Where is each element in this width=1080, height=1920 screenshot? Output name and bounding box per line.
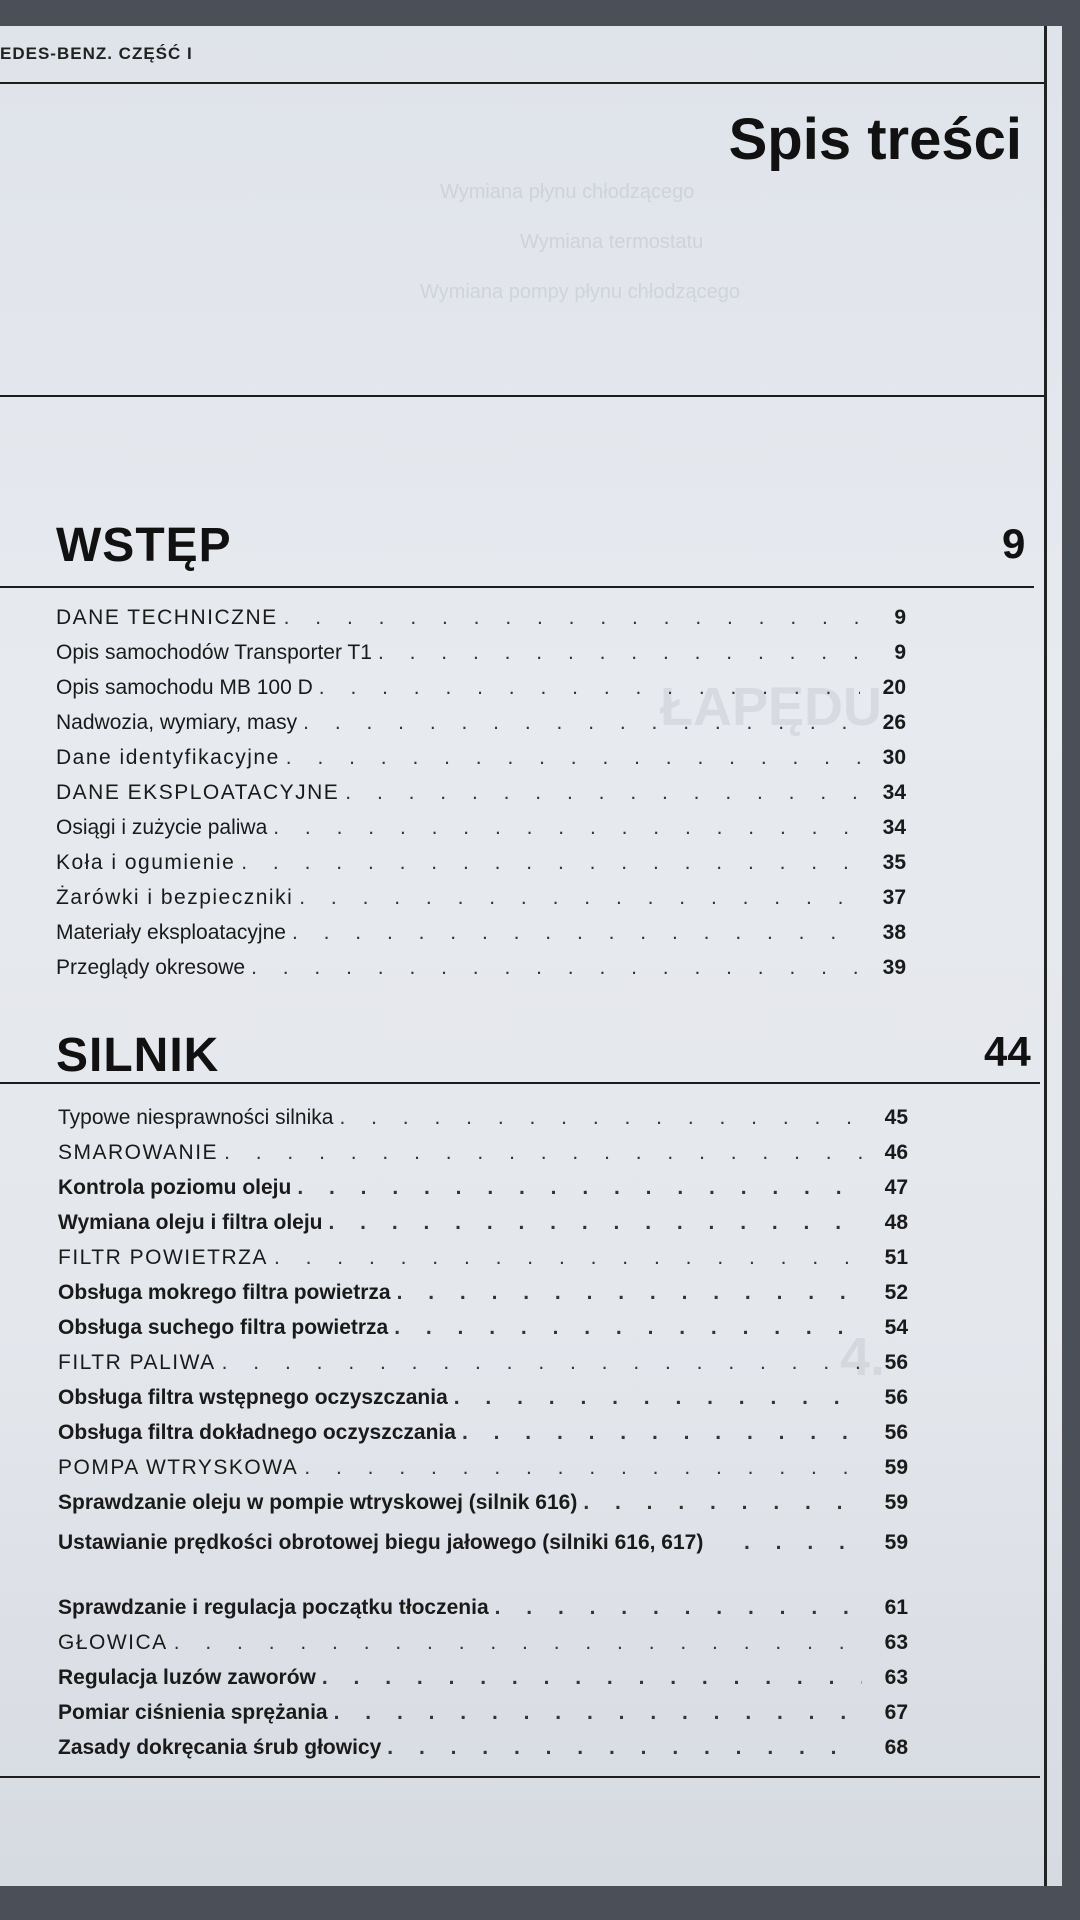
dot-leader (339, 1106, 862, 1130)
toc-entry-page: 30 (882, 746, 906, 769)
toc-entry-page: 54 (884, 1316, 908, 1339)
toc-entry-page: 38 (882, 921, 906, 944)
toc-entry (58, 1421, 908, 1456)
dot-leader (273, 816, 860, 840)
toc-entry-title: Typowe niesprawności silnika (58, 1106, 334, 1129)
toc-entry-page: 59 (884, 1491, 908, 1514)
toc-entry (58, 1386, 908, 1421)
toc-entry-page: 37 (882, 886, 906, 909)
section-rule (0, 586, 1034, 588)
toc-entry-page: 56 (884, 1351, 908, 1374)
toc-entry-title: Osiągi i zużycie paliwa (56, 816, 268, 839)
toc-entry (56, 886, 906, 921)
dot-leader (454, 1386, 862, 1410)
toc-entry-page: 39 (882, 956, 906, 979)
toc-entry (56, 851, 906, 886)
toc-entry-title: GŁOWICA (58, 1631, 168, 1654)
dot-leader (322, 1666, 862, 1690)
toc-entry (58, 1666, 908, 1701)
toc-entry (56, 676, 906, 711)
dot-leader (297, 1176, 862, 1200)
toc-entry-title: DANE TECHNICZNE (56, 606, 278, 629)
page-title: Spis treści (728, 107, 1022, 172)
toc-entry-title: SMAROWANIE (58, 1141, 219, 1164)
toc-entry-page: 45 (884, 1106, 908, 1129)
show-through-text: ŁAPĘDU (660, 677, 883, 737)
toc-entry-title: Dane identyfikacyjne (56, 746, 280, 769)
toc-entry-title: Sprawdzanie i regulacja początku tłoczenia (58, 1596, 489, 1619)
toc-entry-title: Obsługa filtra wstępnego oczyszczania (58, 1386, 448, 1409)
dot-leader (274, 1246, 862, 1270)
dot-leader (583, 1491, 862, 1515)
running-head: EDES-BENZ. CZĘŚĆ I (0, 44, 193, 63)
show-through-text: Wymiana pompy płynu chłodzącego (420, 281, 740, 303)
show-through-text: Wymiana termostatu (520, 231, 704, 253)
toc-entry-page: 67 (884, 1701, 908, 1724)
toc-entry (58, 1701, 908, 1736)
toc-entry (56, 641, 906, 676)
section-title-silnik: SILNIK (56, 1029, 220, 1082)
toc-entry (58, 1316, 908, 1351)
toc-entry (56, 606, 906, 641)
toc-entry-title: Opis samochodu MB 100 D (56, 676, 313, 699)
toc-entry-title: Opis samochodów Transporter T1 (56, 641, 372, 664)
toc-entry-title: Regulacja luzów zaworów (58, 1666, 316, 1689)
section-rule (0, 1082, 1040, 1084)
section-page-silnik: 44 (984, 1028, 1031, 1075)
dot-leader (495, 1596, 862, 1620)
toc-entry-title: Zasady dokręcania śrub głowicy (58, 1736, 382, 1759)
dot-leader (303, 711, 860, 735)
toc-entry (58, 1526, 908, 1596)
toc-entry-title: Wymiana oleju i filtra oleju (58, 1211, 323, 1234)
toc-entry-title: DANE EKSPLOATACYJNE (56, 781, 340, 804)
toc-entry (58, 1631, 908, 1666)
dot-leader (319, 676, 860, 700)
dot-leader (378, 641, 860, 665)
divider-rule (0, 395, 1044, 397)
toc-entry-title: FILTR PALIWA (58, 1351, 216, 1374)
dot-leader (394, 1316, 862, 1340)
dot-leader (462, 1421, 862, 1445)
toc-entry-title: Ustawianie prędkości obrotowej biegu jałowego (silniki 616, 617) (58, 1531, 704, 1554)
toc-entry-title: FILTR POWIETRZA (58, 1246, 268, 1269)
toc-entry-title: POMPA WTRYSKOWA (58, 1456, 299, 1479)
toc-entry-page: 59 (884, 1456, 908, 1479)
toc-entry-page: 68 (884, 1736, 908, 1759)
dot-leader (224, 1141, 862, 1165)
show-through-text: 4. (840, 1327, 886, 1387)
toc-entry (58, 1106, 908, 1141)
dot-leader (744, 1531, 862, 1555)
toc-entry-title: Nadwozia, wymiary, masy (56, 711, 298, 734)
toc-entry-page: 20 (882, 676, 906, 699)
toc-entry (58, 1491, 908, 1526)
dot-leader (334, 1701, 862, 1725)
dot-leader (304, 1456, 862, 1480)
dot-leader (397, 1281, 862, 1305)
toc-entry (56, 711, 906, 746)
toc-entry-page: 9 (894, 606, 906, 629)
section-page-wstep: 9 (1002, 520, 1026, 567)
page-border-right (1044, 26, 1047, 1886)
toc-entry-page: 51 (884, 1246, 908, 1269)
toc-entry (58, 1281, 908, 1316)
toc-entry (58, 1596, 908, 1631)
toc-entry-page: 56 (884, 1386, 908, 1409)
toc-entry (56, 746, 906, 781)
toc-entry-title: Materiały eksploatacyjne (56, 921, 286, 944)
dot-leader (345, 781, 860, 805)
section-title-wstep: WSTĘP (56, 519, 232, 572)
toc-entry-page: 35 (882, 851, 906, 874)
dot-leader (284, 606, 860, 630)
dot-leader (251, 956, 860, 980)
toc-list-wstep (56, 606, 906, 991)
toc-entry-page: 47 (884, 1176, 908, 1199)
dot-leader (241, 851, 860, 875)
toc-entry (58, 1456, 908, 1491)
toc-entry-page: 61 (884, 1596, 908, 1619)
show-through-text: Wymiana płynu chłodzącego (440, 181, 695, 203)
toc-entry-title: Pomiar ciśnienia sprężania (58, 1701, 328, 1724)
dot-leader (292, 921, 860, 945)
toc-entry-title: Koła i ogumienie (56, 851, 236, 874)
toc-entry (56, 781, 906, 816)
toc-entry-page: 46 (884, 1141, 908, 1164)
toc-entry (58, 1141, 908, 1176)
toc-entry (58, 1351, 908, 1386)
dot-leader (286, 746, 860, 770)
toc-entry-title: Obsługa mokrego filtra powietrza (58, 1281, 391, 1304)
toc-entry-title: Obsługa suchego filtra powietrza (58, 1316, 389, 1339)
dot-leader (299, 886, 860, 910)
dot-leader (174, 1631, 862, 1655)
toc-entry (56, 921, 906, 956)
toc-entry-page: 34 (882, 781, 906, 804)
dot-leader (222, 1351, 862, 1375)
toc-entry-title: Obsługa filtra dokładnego oczyszczania (58, 1421, 456, 1444)
toc-entry (56, 956, 906, 991)
toc-entry-title: Żarówki i bezpieczniki (56, 886, 294, 909)
toc-entry-page: 48 (884, 1211, 908, 1234)
toc-entry-page: 34 (882, 816, 906, 839)
toc-entry-page: 52 (884, 1281, 908, 1304)
footer-rule (0, 1776, 1040, 1778)
toc-entry-page: 63 (884, 1631, 908, 1654)
toc-entry-page: 9 (894, 641, 906, 664)
toc-entry (58, 1176, 908, 1211)
toc-entry-title: Sprawdzanie oleju w pompie wtryskowej (silnik 616) (58, 1491, 578, 1514)
dot-leader (329, 1211, 863, 1235)
header-rule (0, 82, 1044, 84)
toc-entry-title: Kontrola poziomu oleju (58, 1176, 292, 1199)
toc-entry-page: 56 (884, 1421, 908, 1444)
dot-leader (387, 1736, 862, 1760)
toc-entry (58, 1211, 908, 1246)
toc-entry (56, 816, 906, 851)
toc-entry (58, 1246, 908, 1281)
toc-entry-page: 26 (882, 711, 906, 734)
toc-list-silnik (58, 1106, 908, 1771)
toc-entry-page: 63 (884, 1666, 908, 1689)
toc-entry-page: 59 (884, 1531, 908, 1554)
book-page (0, 26, 1062, 1886)
toc-entry-title: Przeglądy okresowe (56, 956, 246, 979)
toc-entry (58, 1736, 908, 1771)
